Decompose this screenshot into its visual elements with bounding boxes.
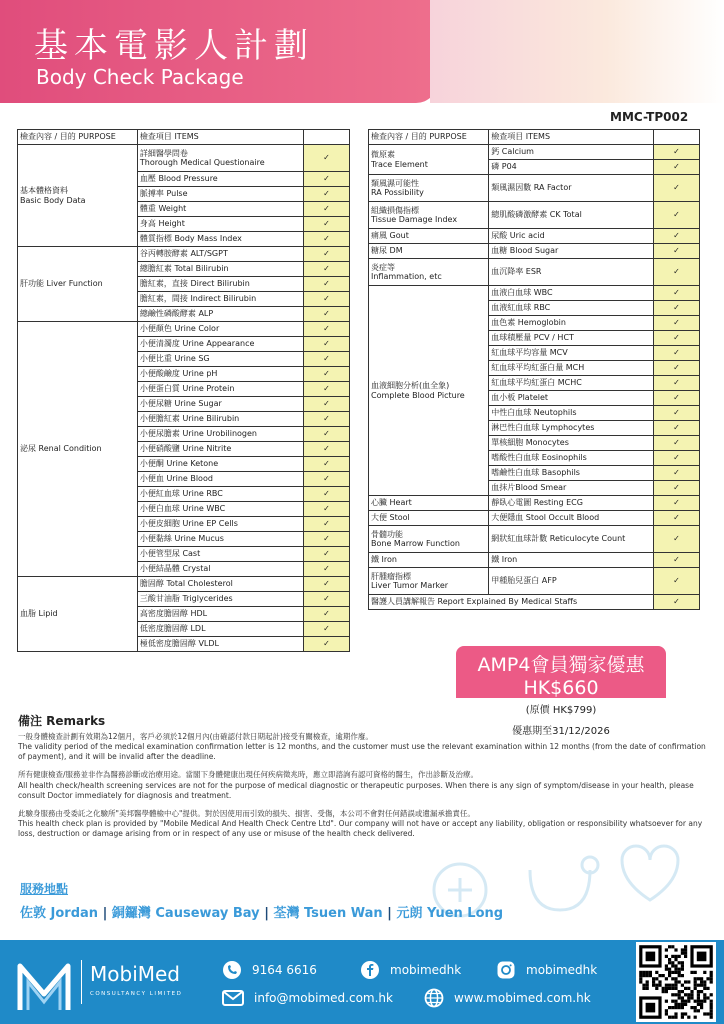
check-mark: ✓ xyxy=(303,232,349,247)
item-cell: 磷 P04 xyxy=(489,160,654,175)
item-cell: 體質指標 Body Mass Index xyxy=(137,232,303,247)
check-mark: ✓ xyxy=(303,427,349,442)
item-cell: 嗜酸性白血球 Eosinophils xyxy=(489,451,654,466)
item-cell: 血壓 Blood Pressure xyxy=(137,172,303,187)
right-items-table xyxy=(368,129,700,610)
email-address: info@mobimed.com.hk xyxy=(254,991,393,1005)
category-cell: 微原素 Trace Element xyxy=(369,145,489,175)
table-row xyxy=(18,577,350,592)
category-cell: 基本體格資料 Basic Body Data xyxy=(18,145,138,247)
logo-divider xyxy=(81,960,82,1004)
contact-email[interactable] xyxy=(222,990,393,1006)
location-separator: | xyxy=(264,906,269,921)
package-code: MMC-TP002 xyxy=(610,110,689,124)
check-mark: ✓ xyxy=(654,244,700,259)
check-mark: ✓ xyxy=(303,502,349,517)
check-mark: ✓ xyxy=(654,229,700,244)
item-cell: 紅血球平均容量 MCV xyxy=(489,346,654,361)
phone-number: 9164 6616 xyxy=(252,963,317,977)
item-cell: 血液紅血球 RBC xyxy=(489,301,654,316)
item-cell: 小便比重 Urine SG xyxy=(137,352,303,367)
remark-3-en: This health check plan is provided by "Mobile Medical And Health Check Centre Ltd". Our company will not have or accept any liability, obligation or responsibility whatsoever for any loss, destruction or damage arising from or in respect of any use or misuse of the health check delivered. xyxy=(18,818,703,838)
item-cell: 小便清濁度 Urine Appearance xyxy=(137,337,303,352)
promo-expiry: 優惠期至31/12/2026 xyxy=(512,726,610,737)
check-mark: ✓ xyxy=(303,307,349,322)
promo-box xyxy=(456,646,666,698)
check-mark: ✓ xyxy=(303,292,349,307)
item-cell: 血液白血球 WBC xyxy=(489,286,654,301)
check-mark: ✓ xyxy=(654,376,700,391)
check-mark: ✓ xyxy=(654,526,700,553)
item-cell: 淋巴性白血球 Lymphocytes xyxy=(489,421,654,436)
table-row xyxy=(369,286,700,301)
brand-subtitle: CONSULTANCY LIMITED xyxy=(90,991,183,997)
item-cell: 總膽紅素 Total Bilirubin xyxy=(137,262,303,277)
item-cell: 小便顏色 Urine Color xyxy=(137,322,303,337)
item-cell: 脈搏率 Pulse xyxy=(137,187,303,202)
item-cell: 極低密度膽固醇 VLDL xyxy=(137,637,303,652)
item-cell: 身高 Height xyxy=(137,217,303,232)
check-mark: ✓ xyxy=(654,316,700,331)
check-mark: ✓ xyxy=(654,301,700,316)
check-mark: ✓ xyxy=(654,451,700,466)
page-title: 基本電影人計劃 xyxy=(34,26,314,66)
item-cell: 詳細醫學問卷 Thorough Medical Questionaire xyxy=(137,145,303,172)
item-cell: 小便膽紅素 Urine Bilirubin xyxy=(137,412,303,427)
category-cell: 心臟 Heart xyxy=(369,496,489,511)
check-mark: ✓ xyxy=(654,496,700,511)
globe-icon xyxy=(424,988,444,1008)
check-mark: ✓ xyxy=(654,286,700,301)
table-row xyxy=(18,247,350,262)
check-mark: ✓ xyxy=(654,202,700,229)
check-mark: ✓ xyxy=(303,547,349,562)
promo-original-price: (原價 HK$799) xyxy=(525,705,597,716)
category-cell: 類風濕可能性 RA Possibility xyxy=(369,175,489,202)
table-row xyxy=(369,259,700,286)
remark-3-zh: 此驗身服務由受委託之化驗所"美邦醫學體檢中心"提供。對於因使用而引致的損失、損害、受傷，本公司不會對任何錯誤或遺漏承擔責任。 xyxy=(18,808,475,818)
category-cell: 血液細胞分析(血全象) Complete Blood Picture xyxy=(369,286,489,496)
item-cell: 體重 Weight xyxy=(137,202,303,217)
check-mark: ✓ xyxy=(654,511,700,526)
page-subtitle: Body Check Package xyxy=(36,65,244,89)
check-mark: ✓ xyxy=(654,406,700,421)
item-cell: 小便尿膽素 Urine Urobilinogen xyxy=(137,427,303,442)
location-separator: | xyxy=(387,906,392,921)
mobimed-logo-icon xyxy=(14,956,74,1016)
items-header: 檢查項目 ITEMS xyxy=(489,130,654,145)
locations-list xyxy=(20,902,503,921)
table-row xyxy=(18,322,350,337)
item-cell: 中性白血球 Neutophils xyxy=(489,406,654,421)
item-cell: 谷丙轉胺酵素 ALT/SGPT xyxy=(137,247,303,262)
whatsapp-icon xyxy=(222,960,242,980)
check-mark: ✓ xyxy=(303,262,349,277)
category-cell: 組織損傷指標 Tissue Damage Index xyxy=(369,202,489,229)
category-cell: 肝功能 Liver Function xyxy=(18,247,138,322)
check-mark: ✓ xyxy=(654,259,700,286)
item-cell: 小便酮 Urine Ketone xyxy=(137,457,303,472)
check-mark: ✓ xyxy=(654,466,700,481)
check-mark: ✓ xyxy=(303,397,349,412)
check-mark: ✓ xyxy=(303,607,349,622)
item-cell: 靜臥心電圖 Resting ECG xyxy=(489,496,654,511)
check-mark: ✓ xyxy=(303,337,349,352)
item-cell: 網狀紅血球計數 Reticulocyte Count xyxy=(489,526,654,553)
remark-1-zh: 一般身體檢查計劃有效期為12個月，客戶必須於12個月內(由確認付款日期起計)接受有關檢查，逾期作廢。 xyxy=(18,732,373,741)
item-cell: 小便紅血球 Urine RBC xyxy=(137,487,303,502)
table-row xyxy=(369,568,700,595)
item-cell: 血抹片Blood Smear xyxy=(489,481,654,496)
facebook-icon xyxy=(360,960,380,980)
email-icon xyxy=(222,990,244,1006)
report-explained-cell: 醫護人員講解報告 Report Explained By Medical Staffs xyxy=(369,595,654,610)
table-row xyxy=(369,145,700,160)
item-cell: 血糖 Blood Sugar xyxy=(489,244,654,259)
check-mark: ✓ xyxy=(303,217,349,232)
item-cell: 血沉降率 ESR xyxy=(489,259,654,286)
table-row xyxy=(369,244,700,259)
table-row xyxy=(369,511,700,526)
check-mark: ✓ xyxy=(303,412,349,427)
check-mark: ✓ xyxy=(303,622,349,637)
check-mark: ✓ xyxy=(654,160,700,175)
item-cell: 嗜鹼性白血球 Basophils xyxy=(489,466,654,481)
category-cell: 血脂 Lipid xyxy=(18,577,138,652)
remark-1-en: The validity period of the medical examination confirmation letter is 12 months, and the customer must use the relevant examination within 12 months (from the date of confirmation of payment), and it will be invalid after the deadline. xyxy=(18,742,706,762)
check-mark: ✓ xyxy=(303,382,349,397)
item-cell: 總肌酸磷激酵素 CK Total xyxy=(489,202,654,229)
item-cell: 大便隱血 Stool Occult Blood xyxy=(489,511,654,526)
contact-facebook[interactable] xyxy=(360,960,461,980)
item-cell: 小便血 Urine Blood xyxy=(137,472,303,487)
contact-instagram[interactable] xyxy=(496,960,597,980)
check-mark: ✓ xyxy=(303,442,349,457)
item-cell: 血球積壓量 PCV / HCT xyxy=(489,331,654,346)
table-row xyxy=(369,526,700,553)
item-cell: 紅血球平均紅蛋白 MCHC xyxy=(489,376,654,391)
check-mark: ✓ xyxy=(303,145,349,172)
category-cell: 大便 Stool xyxy=(369,511,489,526)
facebook-handle: mobimedhk xyxy=(390,963,462,977)
check-mark: ✓ xyxy=(303,577,349,592)
instagram-handle: mobimedhk xyxy=(526,963,598,977)
check-mark: ✓ xyxy=(303,247,349,262)
remark-2-zh: 所有健康檢查/服務並非作為醫務診斷或治療用途。當閣下身體健康出現任何疾病徵兆時，應立即諮詢有認可資格的醫生，作出診斷及治療。 xyxy=(18,770,479,780)
check-mark: ✓ xyxy=(303,367,349,382)
location-causeway-bay: 銅鑼灣 Causeway Bay xyxy=(111,906,260,921)
check-mark: ✓ xyxy=(303,562,349,577)
item-cell: 小便蛋白質 Urine Protein xyxy=(137,382,303,397)
category-cell: 肝腫瘤指標 Liver Tumor Marker xyxy=(369,568,489,595)
table-row xyxy=(369,595,700,610)
category-cell: 痛風 Gout xyxy=(369,229,489,244)
item-cell: 小便尿糖 Urine Sugar xyxy=(137,397,303,412)
check-mark: ✓ xyxy=(303,592,349,607)
item-cell: 膽紅素，直接 Direct Bilirubin xyxy=(137,277,303,292)
check-mark: ✓ xyxy=(303,517,349,532)
check-mark: ✓ xyxy=(654,145,700,160)
table-row xyxy=(369,175,700,202)
promo-price: HK$660 xyxy=(523,677,599,699)
check-mark: ✓ xyxy=(303,172,349,187)
check-mark: ✓ xyxy=(654,553,700,568)
check-mark: ✓ xyxy=(303,322,349,337)
website-url: www.mobimed.com.hk xyxy=(454,991,591,1005)
check-mark: ✓ xyxy=(303,457,349,472)
purpose-header: 檢查內容 / 目的 PURPOSE xyxy=(18,130,138,145)
category-cell: 骨髓功能 Bone Marrow Function xyxy=(369,526,489,553)
item-cell: 總鹼性磷酸酵素 ALP xyxy=(137,307,303,322)
item-cell: 血小板 Platelet xyxy=(489,391,654,406)
table-row xyxy=(369,202,700,229)
check-mark: ✓ xyxy=(303,352,349,367)
check-mark: ✓ xyxy=(654,595,700,610)
promo-title: AMP4會員獨家優惠 xyxy=(477,654,645,676)
check-mark: ✓ xyxy=(303,277,349,292)
item-cell: 鈣 Calcium xyxy=(489,145,654,160)
check-mark: ✓ xyxy=(654,346,700,361)
category-cell: 炎症等 Inflammation, etc xyxy=(369,259,489,286)
item-cell: 小便黏絲 Urine Mucus xyxy=(137,532,303,547)
header-gradient xyxy=(430,0,724,103)
location-yuen-long: 元朗 Yuen Long xyxy=(396,906,504,921)
check-mark: ✓ xyxy=(303,472,349,487)
check-mark: ✓ xyxy=(654,175,700,202)
check-mark: ✓ xyxy=(654,436,700,451)
check-header xyxy=(303,130,349,145)
locations-title: 服務地點 xyxy=(20,882,69,896)
instagram-icon xyxy=(496,960,516,980)
location-separator: | xyxy=(102,906,108,921)
check-mark: ✓ xyxy=(303,487,349,502)
item-cell: 膽固醇 Total Cholesterol xyxy=(137,577,303,592)
check-mark: ✓ xyxy=(654,391,700,406)
item-cell: 紅血球平均紅蛋白量 MCH xyxy=(489,361,654,376)
category-cell: 糖尿 DM xyxy=(369,244,489,259)
item-cell: 膽紅素，間接 Indirect Bilirubin xyxy=(137,292,303,307)
check-mark: ✓ xyxy=(654,331,700,346)
brand-name: MobiMed xyxy=(90,962,180,986)
check-mark: ✓ xyxy=(654,421,700,436)
item-cell: 小便皮細胞 Urine EP Cells xyxy=(137,517,303,532)
category-cell: 泌尿 Renal Condition xyxy=(18,322,138,577)
item-cell: 小便管型尿 Cast xyxy=(137,547,303,562)
qr-code-icon[interactable] xyxy=(636,942,716,1022)
location-tsuen-wan: 荃灣 Tsuen Wan xyxy=(273,906,383,921)
check-header xyxy=(654,130,700,145)
item-cell: 三酸甘油脂 Triglycerides xyxy=(137,592,303,607)
table-row xyxy=(18,145,350,172)
items-header: 檢查項目 ITEMS xyxy=(137,130,303,145)
table-row xyxy=(369,229,700,244)
category-cell: 鐵 Iron xyxy=(369,553,489,568)
location-jordan: 佐敦 Jordan xyxy=(20,906,99,921)
check-mark: ✓ xyxy=(654,361,700,376)
check-mark: ✓ xyxy=(303,202,349,217)
left-items-table xyxy=(17,129,350,652)
check-mark: ✓ xyxy=(303,532,349,547)
item-cell: 小便硝酸鹽 Urine Nitrite xyxy=(137,442,303,457)
remark-2-en: All health check/health screening services are not for the purpose of medical diagnostic or therapeutic purposes. When there is any sign of symptom/disease in your health, please consult Doctor immediately for diagnosis and treatment. xyxy=(18,780,694,800)
purpose-header: 檢查內容 / 目的 PURPOSE xyxy=(369,130,489,145)
check-mark: ✓ xyxy=(303,187,349,202)
item-cell: 單核細胞 Monocytes xyxy=(489,436,654,451)
item-cell: 低密度膽固醇 LDL xyxy=(137,622,303,637)
item-cell: 甲種胎兒蛋白 AFP xyxy=(489,568,654,595)
item-cell: 血色素 Hemoglobin xyxy=(489,316,654,331)
item-cell: 高密度膽固醇 HDL xyxy=(137,607,303,622)
item-cell: 鐵 Iron xyxy=(489,553,654,568)
table-row xyxy=(369,496,700,511)
item-cell: 小便白血球 Urine WBC xyxy=(137,502,303,517)
contact-website[interactable] xyxy=(424,988,591,1008)
remarks-title: 備注 Remarks xyxy=(18,714,106,728)
item-cell: 小便結晶體 Crystal xyxy=(137,562,303,577)
check-mark: ✓ xyxy=(654,481,700,496)
item-cell: 類風濕因數 RA Factor xyxy=(489,175,654,202)
item-cell: 尿酸 Uric acid xyxy=(489,229,654,244)
item-cell: 小便酸鹼度 Urine pH xyxy=(137,367,303,382)
check-mark: ✓ xyxy=(654,568,700,595)
check-mark: ✓ xyxy=(303,637,349,652)
contact-phone[interactable] xyxy=(222,960,317,980)
table-row xyxy=(369,553,700,568)
